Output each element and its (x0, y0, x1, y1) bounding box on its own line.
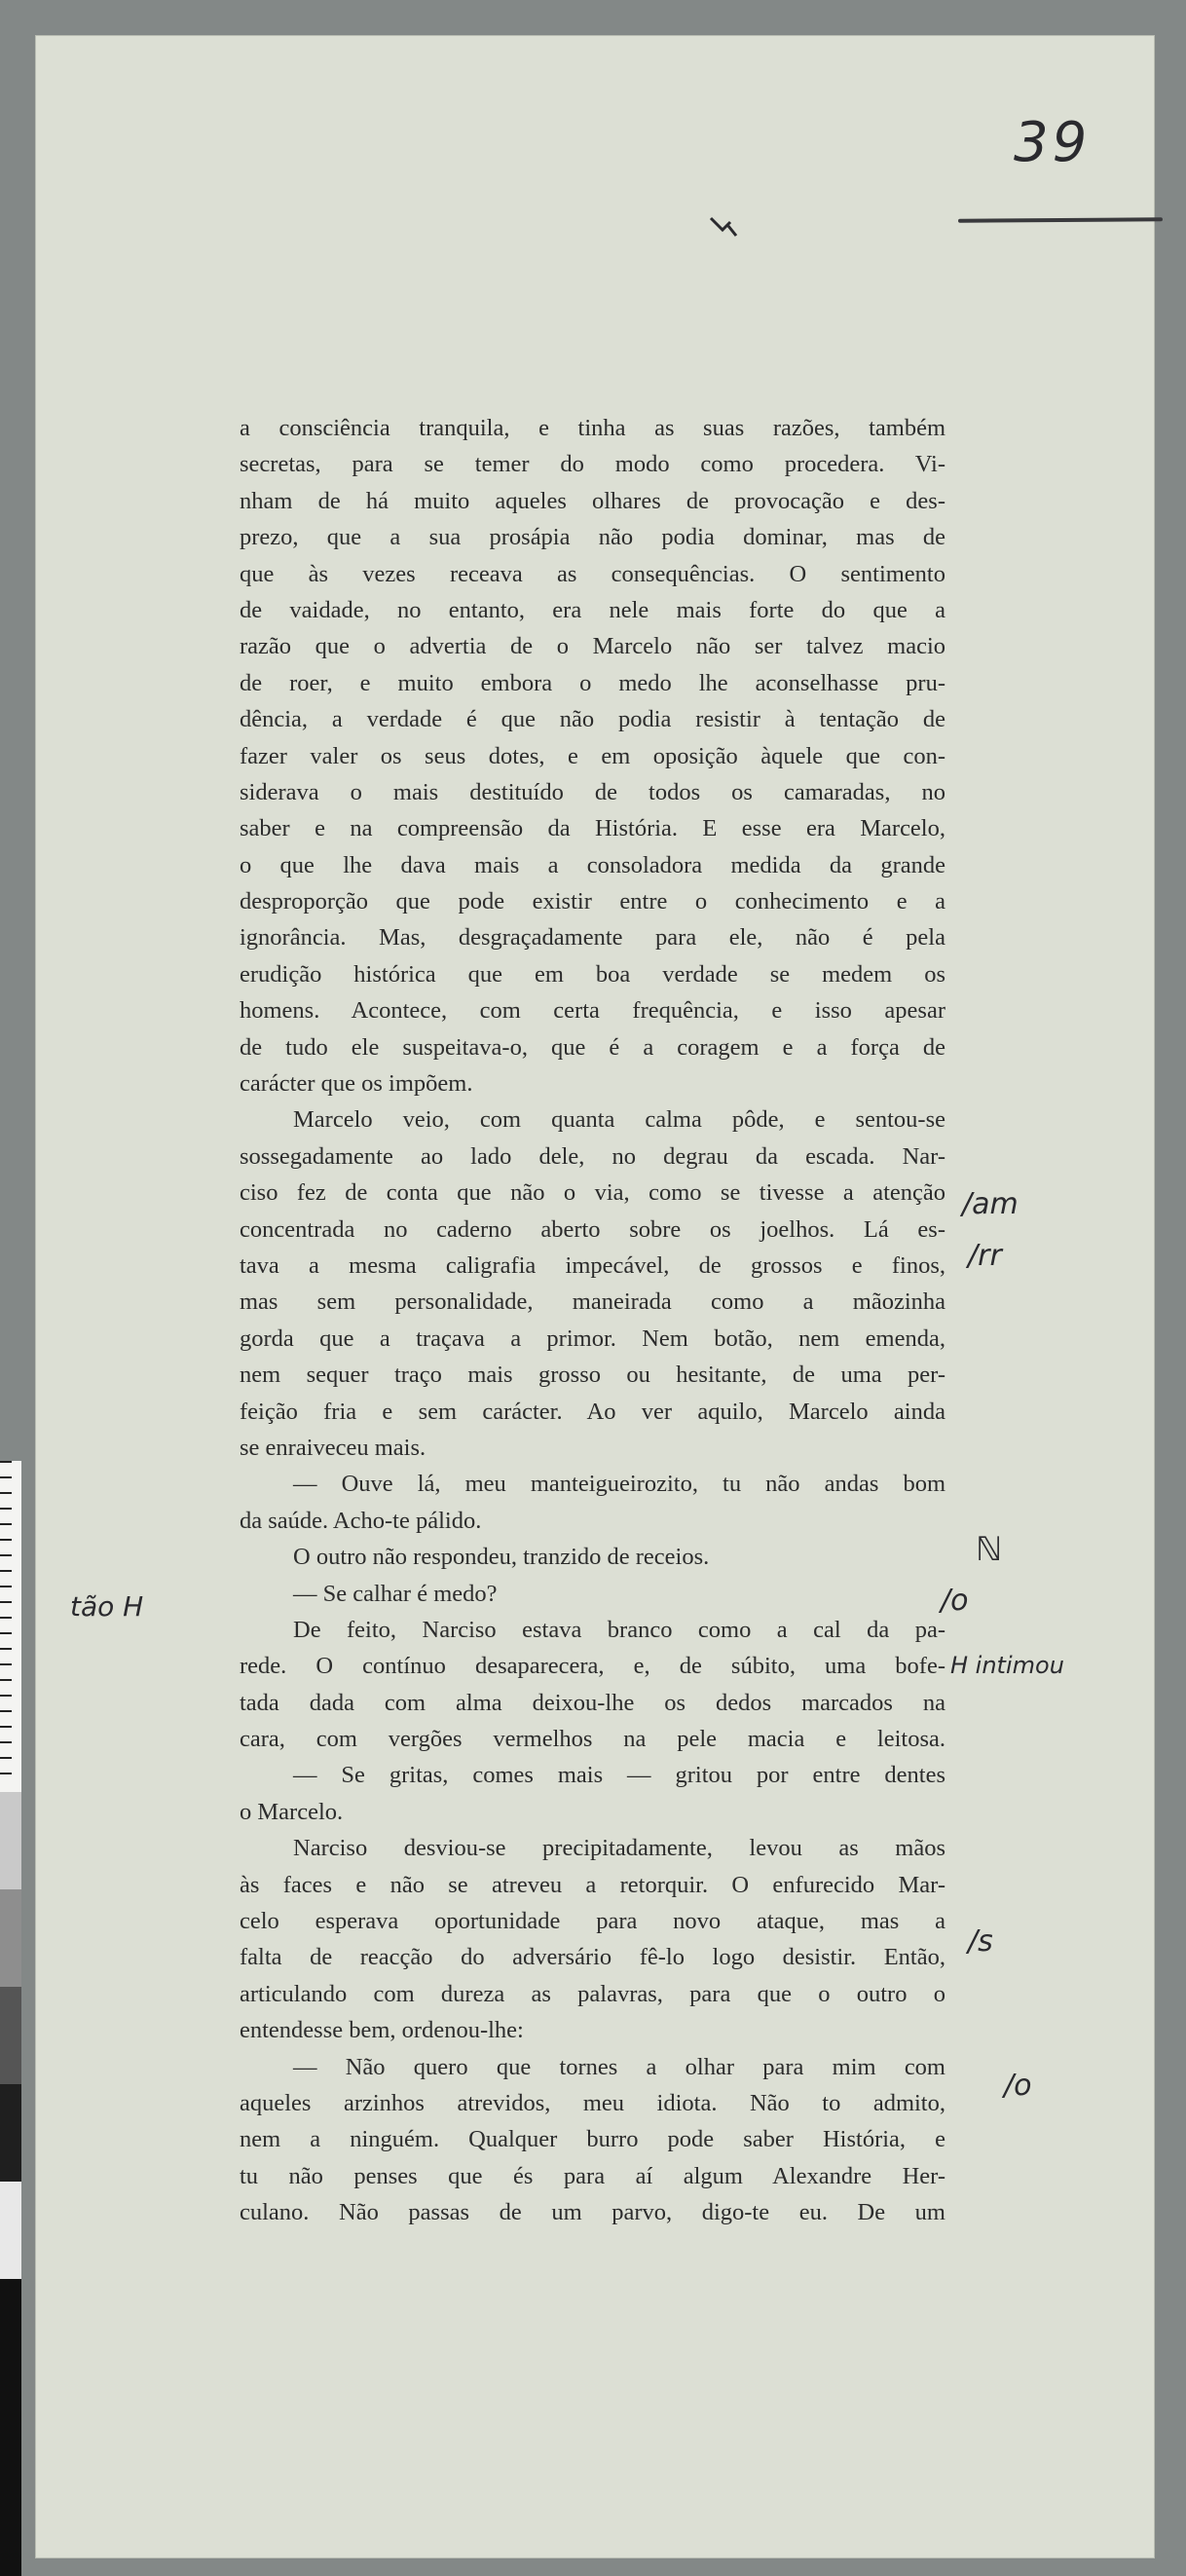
text-line: tava a mesma caligrafia impecável, de grossos e finos, (240, 1251, 945, 1279)
text-line: nem sequer traço mais grosso ou hesitante, de uma per- (240, 1362, 945, 1389)
text-line: De feito, Narciso estava branco como a cal da pa- (293, 1616, 945, 1643)
text-line: desproporção que pode existir entre o conhecimento e a (240, 888, 945, 915)
text-line: — Ouve lá, meu manteigueirozito, tu não andas bom (293, 1471, 945, 1498)
text-line: celo esperava oportunidade para novo ataque, mas a (240, 1908, 945, 1935)
text-line: fazer valer os seus dotes, e em oposição àquele que con- (240, 742, 945, 769)
margin-note-am: /am (962, 1187, 1019, 1221)
text-line: concentrada no caderno aberto sobre os joelhos. Lá es- (240, 1215, 945, 1243)
page-number-underline (958, 217, 1163, 222)
text-line: secretas, para se temer do modo como procedera. Vi- (240, 451, 945, 478)
page-number: 39 (1014, 111, 1092, 174)
color-scale-bar (0, 1461, 21, 2576)
text-line: a consciência tranquila, e tinha as suas razões, também (240, 415, 945, 441)
margin-note-symbol: ℕ (976, 1530, 1003, 1569)
scale-gray-mid (0, 1889, 21, 1987)
text-line: nham de há muito aqueles olhares de provocação e des- (240, 487, 945, 514)
scale-black (0, 2084, 21, 2182)
text-line: feição fria e sem carácter. Ao ver aquilo, Marcelo ainda (240, 1398, 945, 1425)
text-line: de tudo ele suspeitava-o, que é a coragem e a força de (240, 1033, 945, 1061)
text-line: o Marcelo. (240, 1798, 344, 1825)
text-line: mas sem personalidade, maneirada como a mãozinha (240, 1288, 945, 1316)
text-line: — Não quero que tornes a olhar para mim com (293, 2053, 945, 2080)
text-line: — Se calhar é medo? (293, 1580, 498, 1607)
text-line: articulando com dureza as palavras, para que o outro o (240, 1980, 945, 2007)
text-line: se enraiveceu mais. (240, 1434, 426, 1461)
text-line: tu não penses que és para aí algum Alexandre Her- (240, 2162, 945, 2189)
margin-note-o-2: /o (1004, 2069, 1032, 2103)
text-line: Marcelo veio, com quanta calma pôde, e sentou-se (293, 1106, 945, 1134)
text-line: nem a ninguém. Qualquer burro pode saber História, e (240, 2126, 945, 2153)
text-line: falta de reacção do adversário fê-lo logo desistir. Então, (240, 1944, 945, 1971)
text-line: às faces e não se atreveu a retorquir. O enfurecido Mar- (240, 1871, 945, 1898)
text-line: ciso fez de conta que não o via, como se tivesse a atenção (240, 1179, 945, 1207)
text-line: rede. O contínuo desaparecera, e, de súbito, uma bofe- (240, 1653, 945, 1680)
text-line: entendesse bem, ordenou-lhe: (240, 2017, 524, 2044)
margin-note-rr: /rr (968, 1239, 1002, 1273)
scale-gray-dark (0, 1987, 21, 2084)
scale-ticks (0, 1461, 21, 1782)
scale-black-bottom (0, 2279, 21, 2576)
text-line: saber e na compreensão da História. E esse era Marcelo, (240, 815, 945, 842)
text-line: ignorância. Mas, desgraçadamente para ele, não é pela (240, 924, 945, 952)
text-line: carácter que os impõem. (240, 1070, 473, 1098)
margin-note-o-1: /o (941, 1584, 969, 1618)
text-line: sossegadamente ao lado dele, no degrau da escada. Nar- (240, 1142, 945, 1170)
text-line: O outro não respondeu, tranzido de receios. (293, 1544, 710, 1571)
text-line: da saúde. Acho-te pálido. (240, 1507, 482, 1534)
text-line: prezo, que a sua prosápia não podia dominar, mas de (240, 524, 945, 551)
text-line: razão que o advertia de o Marcelo não ser talvez macio (240, 633, 945, 660)
margin-note-intimou: H intimou (950, 1652, 1064, 1679)
text-line: — Se gritas, comes mais — gritou por entre dentes (293, 1762, 945, 1789)
text-line: o que lhe dava mais a consoladora medida da grande (240, 851, 945, 878)
scale-gray-light (0, 1792, 21, 1889)
text-line: tada dada com alma deixou-lhe os dedos marcados na (240, 1689, 945, 1716)
text-line: homens. Acontece, com certa frequência, e isso apesar (240, 997, 945, 1025)
pen-mark-icon (707, 210, 746, 245)
text-line: cara, com vergões vermelhos na pele macia e leitosa. (240, 1726, 945, 1753)
text-line: aqueles arzinhos atrevidos, meu idiota. Não to admito, (240, 2089, 945, 2116)
text-line: Narciso desviou-se precipitadamente, levou as mãos (293, 1835, 945, 1862)
text-line: culano. Não passas de um parvo, digo-te eu. De um (240, 2199, 945, 2226)
text-line: dência, a verdade é que não podia resistir à tentação de (240, 706, 945, 733)
text-line: erudição histórica que em boa verdade se medem os (240, 960, 945, 988)
manuscript-page (35, 35, 1155, 2558)
margin-note-s: /s (968, 1924, 993, 1959)
scale-white (0, 2182, 21, 2279)
text-line: que às vezes receava as consequências. O sentimento (240, 560, 945, 587)
text-line: siderava o mais destituído de todos os camaradas, no (240, 778, 945, 805)
body-text (240, 410, 945, 2231)
text-line: de roer, e muito embora o medo lhe aconselhasse pru- (240, 669, 945, 696)
text-line: de vaidade, no entanto, era nele mais forte do que a (240, 596, 945, 623)
text-line: gorda que a traçava a primor. Nem botão, nem emenda, (240, 1325, 945, 1352)
margin-note-tao: tão H (70, 1590, 144, 1623)
